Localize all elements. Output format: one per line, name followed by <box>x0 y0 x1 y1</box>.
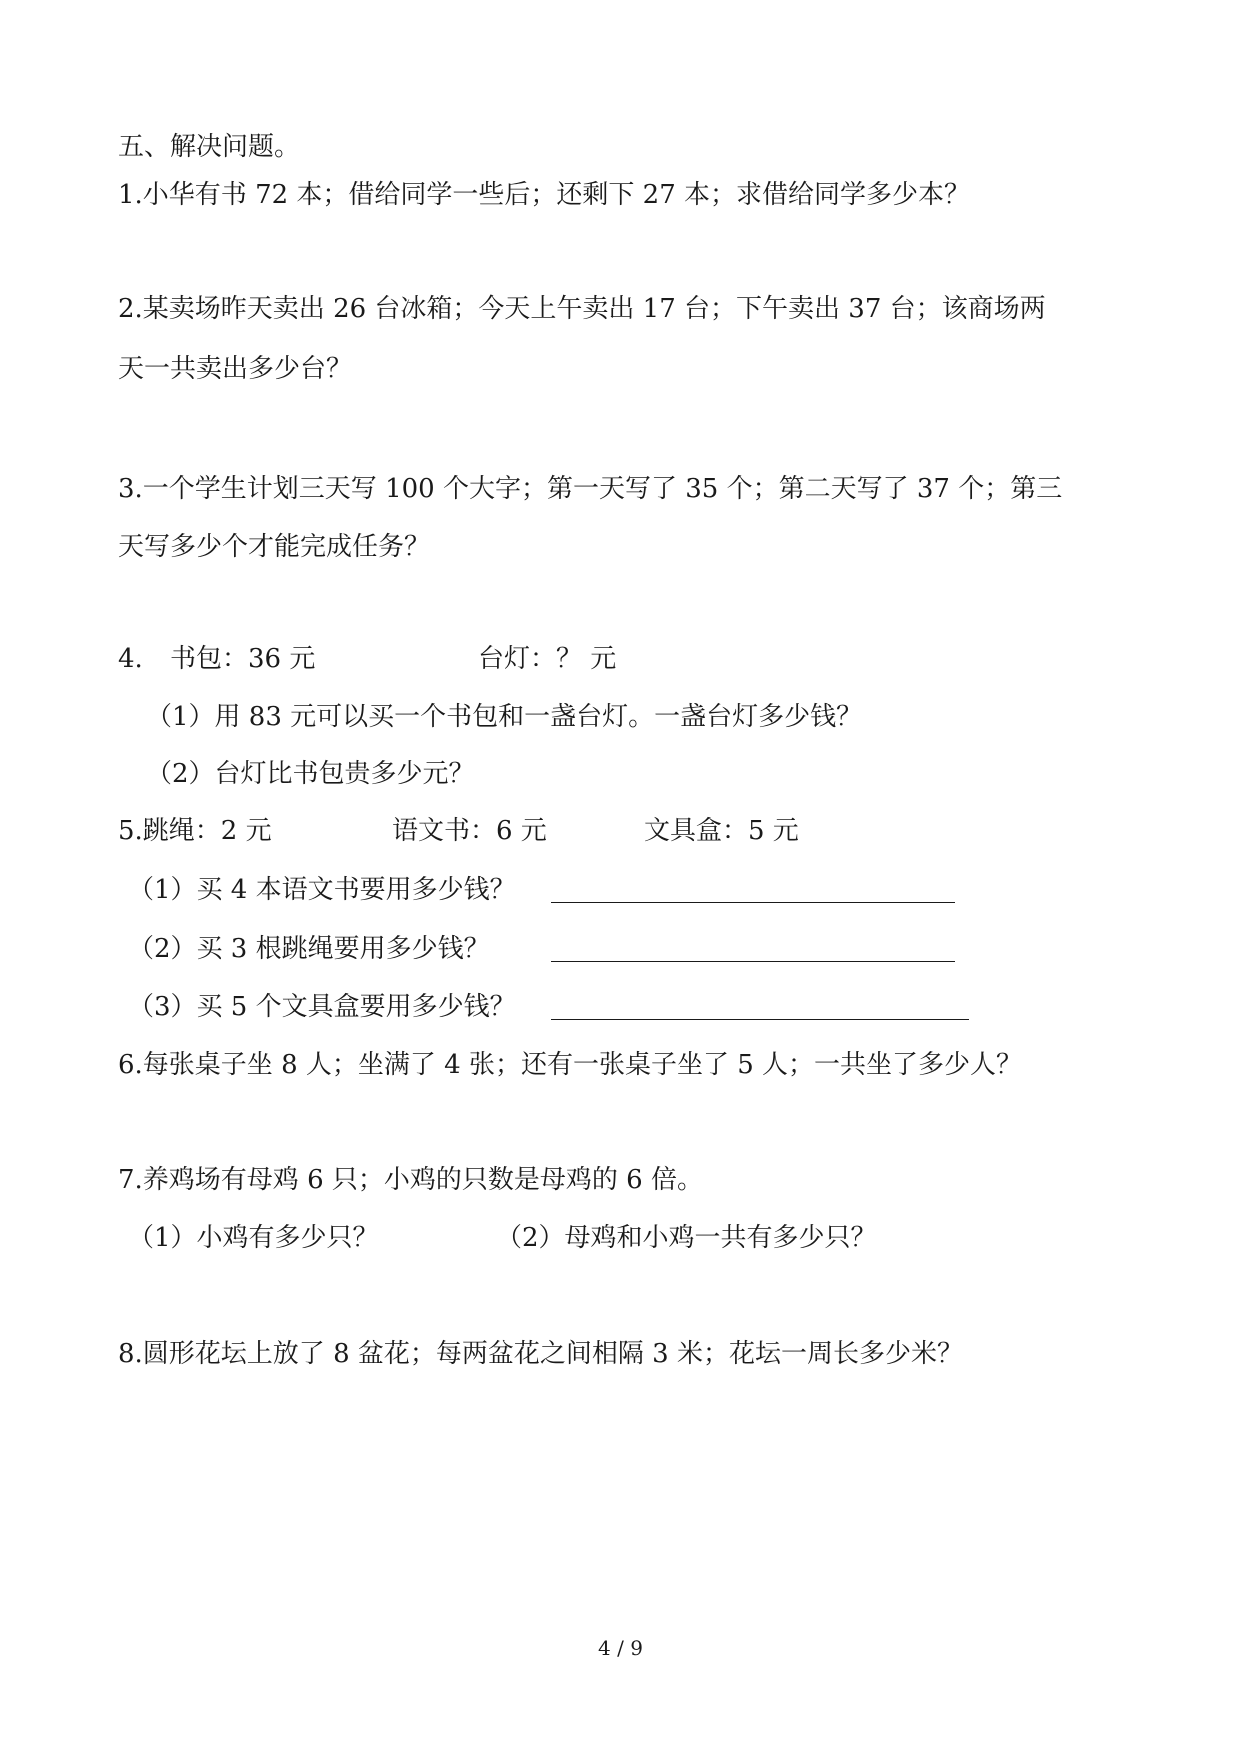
question-2-line-2: 天一共卖出多少台？ <box>118 354 353 384</box>
question-5-sub-3 <box>128 990 516 1024</box>
question-4-item-desk-lamp: 台灯：？ 元 <box>478 644 617 674</box>
answer-blank-2[interactable] <box>551 935 955 962</box>
question-6: 6.每张桌子坐 8 人；坐满了 4 张；还有一张桌子坐了 5 人；一共坐了多少人？ <box>118 1050 1023 1080</box>
question-8: 8.圆形花坛上放了 8 盆花；每两盆花之间相隔 3 米；花坛一周长多少米？ <box>118 1339 963 1369</box>
answer-blank-1[interactable] <box>551 876 955 903</box>
question-1: 1.小华有书 72 本；借给同学一些后；还剩下 27 本；求借给同学多少本？ <box>118 180 971 210</box>
question-7-sub-2: （2）母鸡和小鸡一共有多少只？ <box>496 1223 877 1253</box>
question-4-item-schoolbag: 书包：36 元 <box>170 644 316 674</box>
question-7-line-1: 7.养鸡场有母鸡 6 只；小鸡的只数是母鸡的 6 倍。 <box>118 1165 703 1195</box>
question-4-number: 4. <box>118 644 143 674</box>
question-5-sub-1-text: （1）买 4 本语文书要用多少钱？ <box>128 875 516 905</box>
question-4-sub-1: （1）用 83 元可以买一个书包和一盏台灯。一盏台灯多少钱？ <box>146 702 863 732</box>
question-5-item-chinese-book: 语文书：6 元 <box>392 816 547 846</box>
question-4-sub-2: （2）台灯比书包贵多少元？ <box>146 759 475 789</box>
question-5-sub-2-text: （2）买 3 根跳绳要用多少钱？ <box>128 934 490 964</box>
question-5-sub-3-text: （3）买 5 个文具盒要用多少钱？ <box>128 992 516 1022</box>
question-5-sub-1 <box>128 873 516 907</box>
question-2-line-1: 2.某卖场昨天卖出 26 台冰箱；今天上午卖出 17 台；下午卖出 37 台；该商场两 <box>118 294 1046 324</box>
page-number: 4 / 9 <box>598 1636 643 1660</box>
section-title: 五、解决问题。 <box>118 132 301 162</box>
question-5-item-pencil-box: 文具盒：5 元 <box>644 816 799 846</box>
question-5-item-jump-rope: 5.跳绳：2 元 <box>118 816 272 846</box>
question-3-line-2: 天写多少个才能完成任务？ <box>118 532 431 562</box>
question-7-sub-1: （1）小鸡有多少只？ <box>128 1223 379 1253</box>
question-5-sub-2 <box>128 932 490 966</box>
question-3-line-1: 3.一个学生计划三天写 100 个大字；第一天写了 35 个；第二天写了 37 个；第三 <box>118 474 1063 504</box>
answer-blank-3[interactable] <box>551 993 969 1020</box>
